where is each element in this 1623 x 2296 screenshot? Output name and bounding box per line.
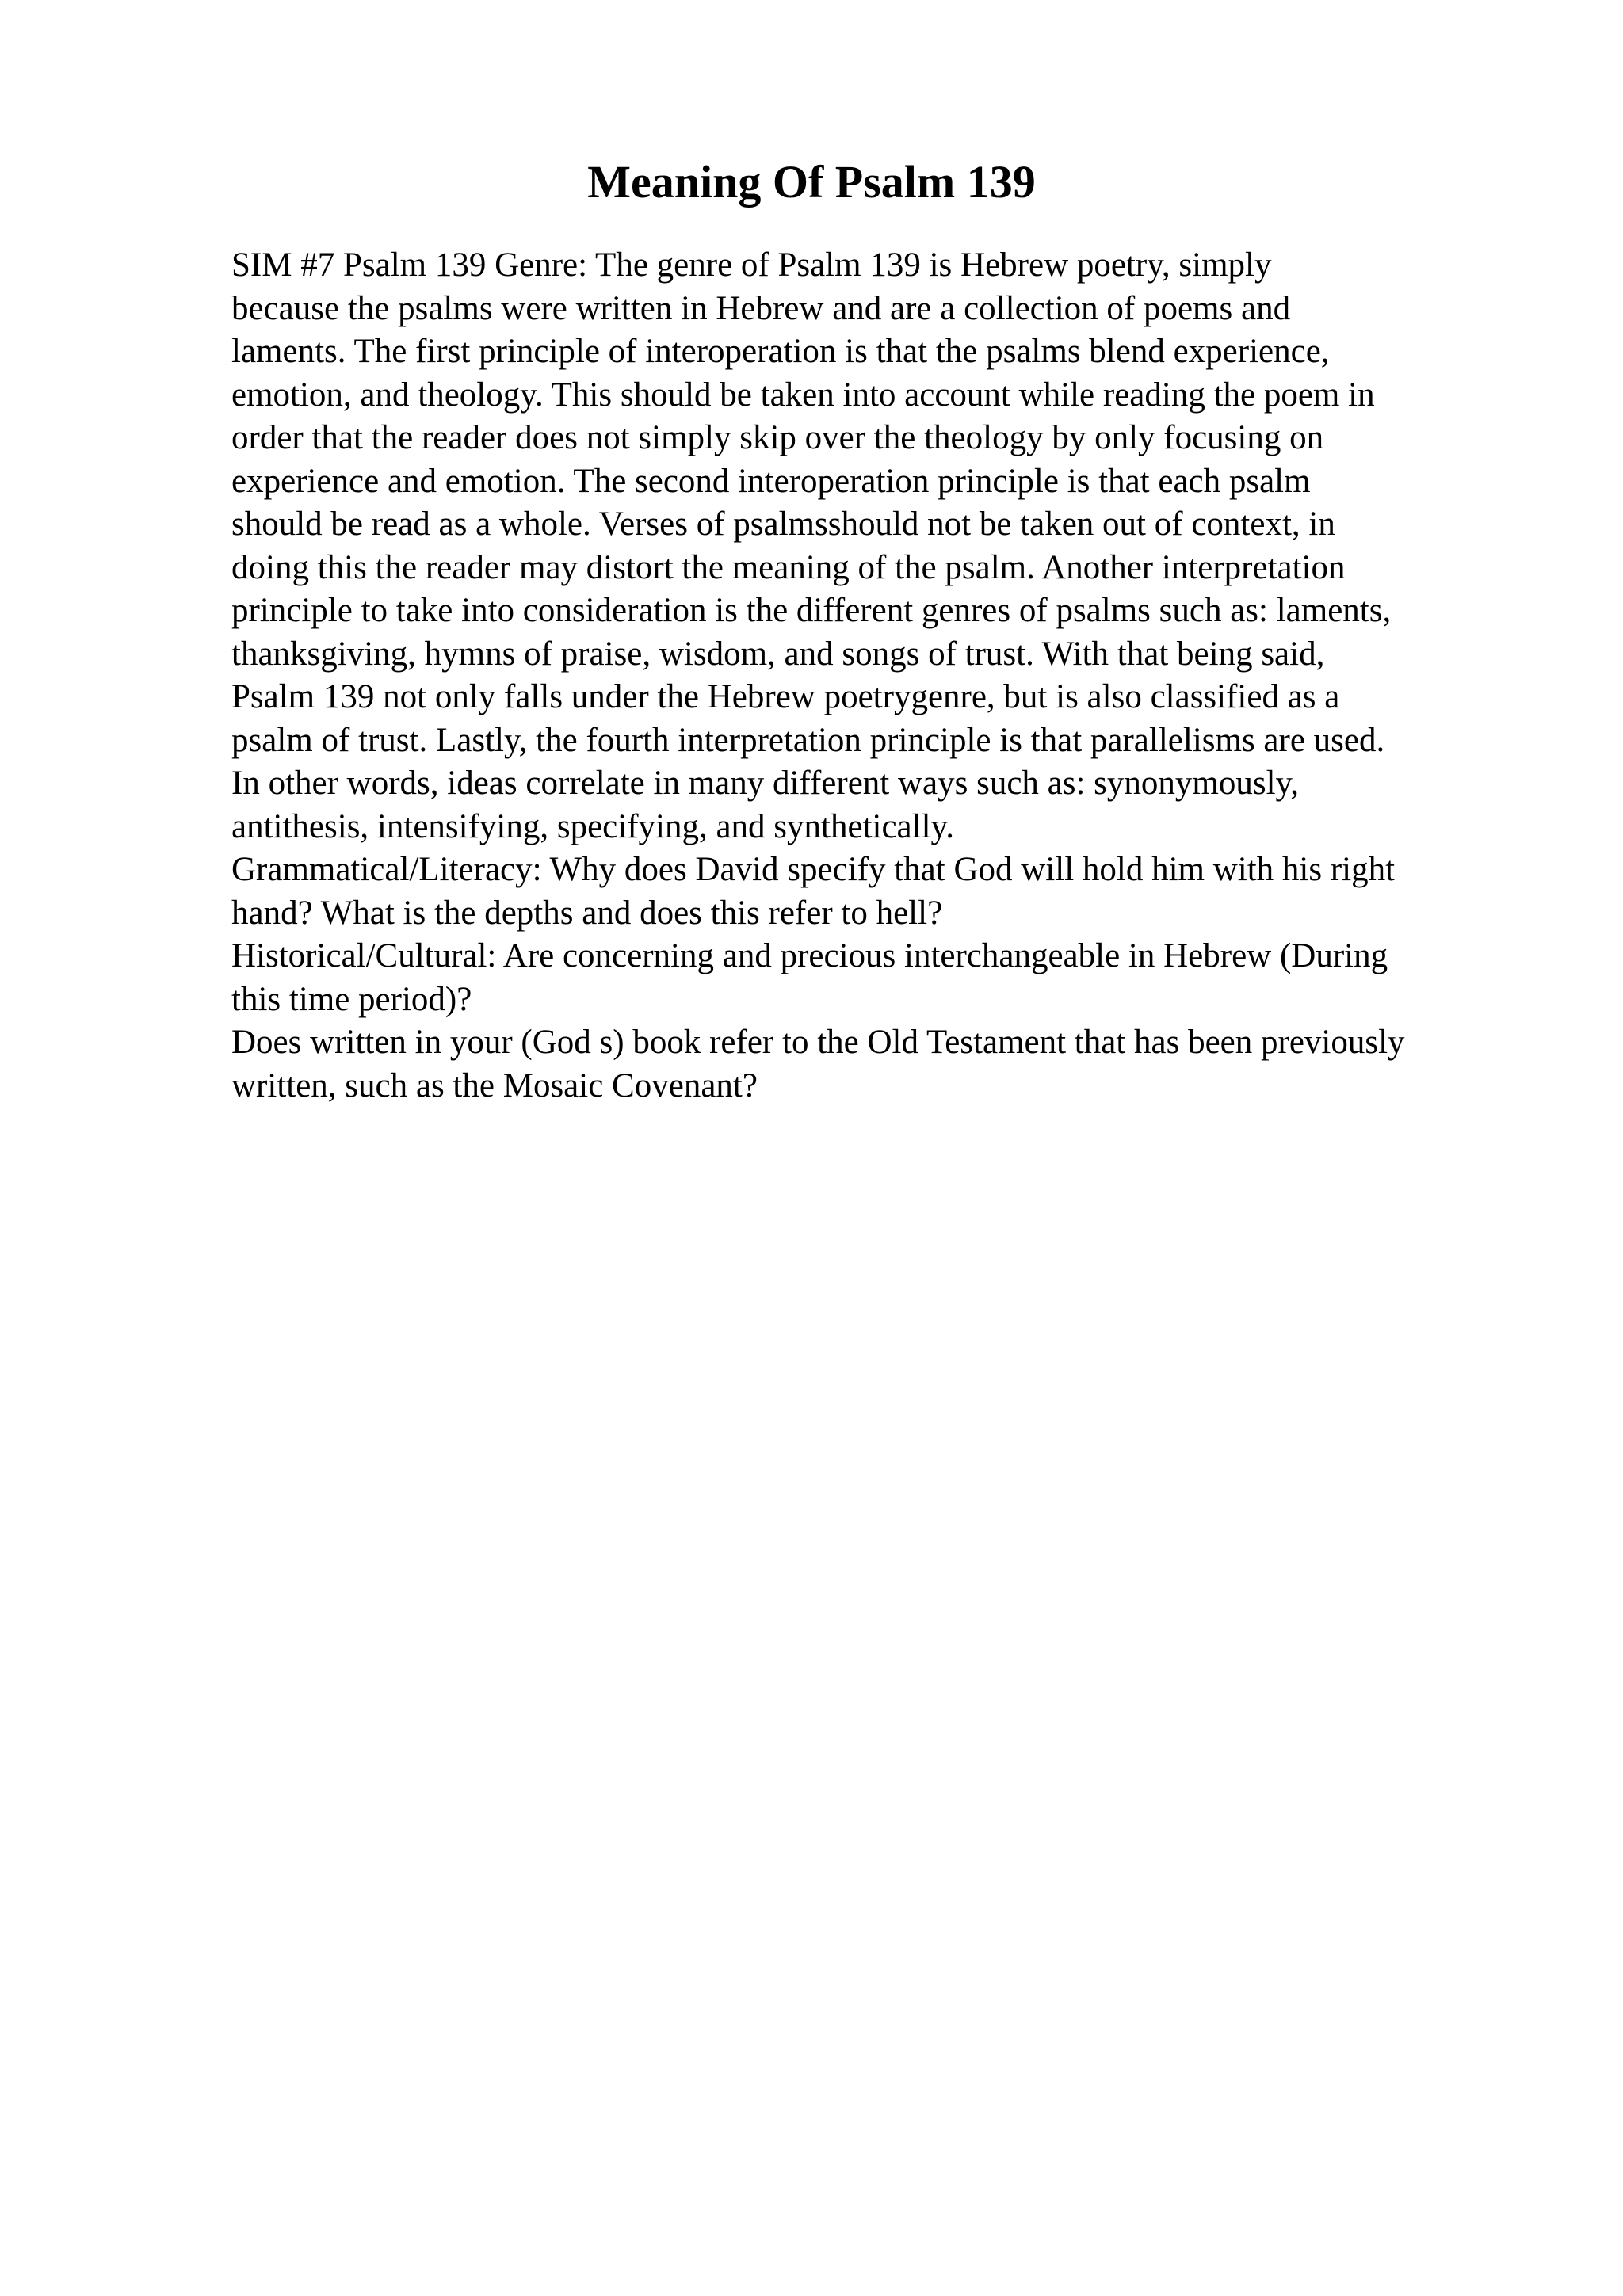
body-line: this time period)? [231, 980, 472, 1018]
document-title: Meaning Of Psalm 139 [587, 156, 1036, 208]
body-line: Psalm 139 not only falls under the Hebrew poetrygenre, but is also classified as a [231, 678, 1340, 715]
body-line: Does written in your (God s) book refer to the Old Testament that has been previously [231, 1024, 1405, 1061]
body-line: experience and emotion. The second interoperation principle is that each psalm [231, 462, 1311, 500]
body-line: psalm of trust. Lastly, the fourth interpretation principle is that parallelisms are used. [231, 721, 1385, 759]
body-line: antithesis, intensifying, specifying, and synthetically. [231, 807, 954, 845]
document-body [231, 244, 1531, 1108]
body-line: because the psalms were written in Hebrew and are a collection of poems and [231, 289, 1291, 327]
body-line: Grammatical/Literacy: Why does David specify that God will hold him with his right [231, 851, 1396, 888]
body-line: In other words, ideas correlate in many different ways such as: synonymously, [231, 765, 1300, 802]
body-line: doing this the reader may distort the meaning of the psalm. Another interpretation [231, 548, 1346, 586]
body-line: written, such as the Mosaic Covenant? [231, 1066, 758, 1104]
body-line: should be read as a whole. Verses of psalmsshould not be taken out of context, in [231, 505, 1335, 543]
body-line: Historical/Cultural: Are concerning and precious interchangeable in Hebrew (During [231, 937, 1388, 974]
body-line: principle to take into consideration is the different genres of psalms such as: laments, [231, 592, 1392, 629]
body-line: hand? What is the depths and does this refer to hell? [231, 894, 943, 932]
body-line: emotion, and theology. This should be taken into account while reading the poem in [231, 376, 1375, 414]
body-line: thanksgiving, hymns of praise, wisdom, and songs of trust. With that being said, [231, 635, 1325, 673]
body-line: laments. The first principle of interoperation is that the psalms blend experience, [231, 333, 1330, 370]
body-line: order that the reader does not simply skip over the theology by only focusing on [231, 419, 1324, 456]
body-line: SIM #7 Psalm 139 Genre: The genre of Psalm 139 is Hebrew poetry, simply [231, 246, 1272, 284]
